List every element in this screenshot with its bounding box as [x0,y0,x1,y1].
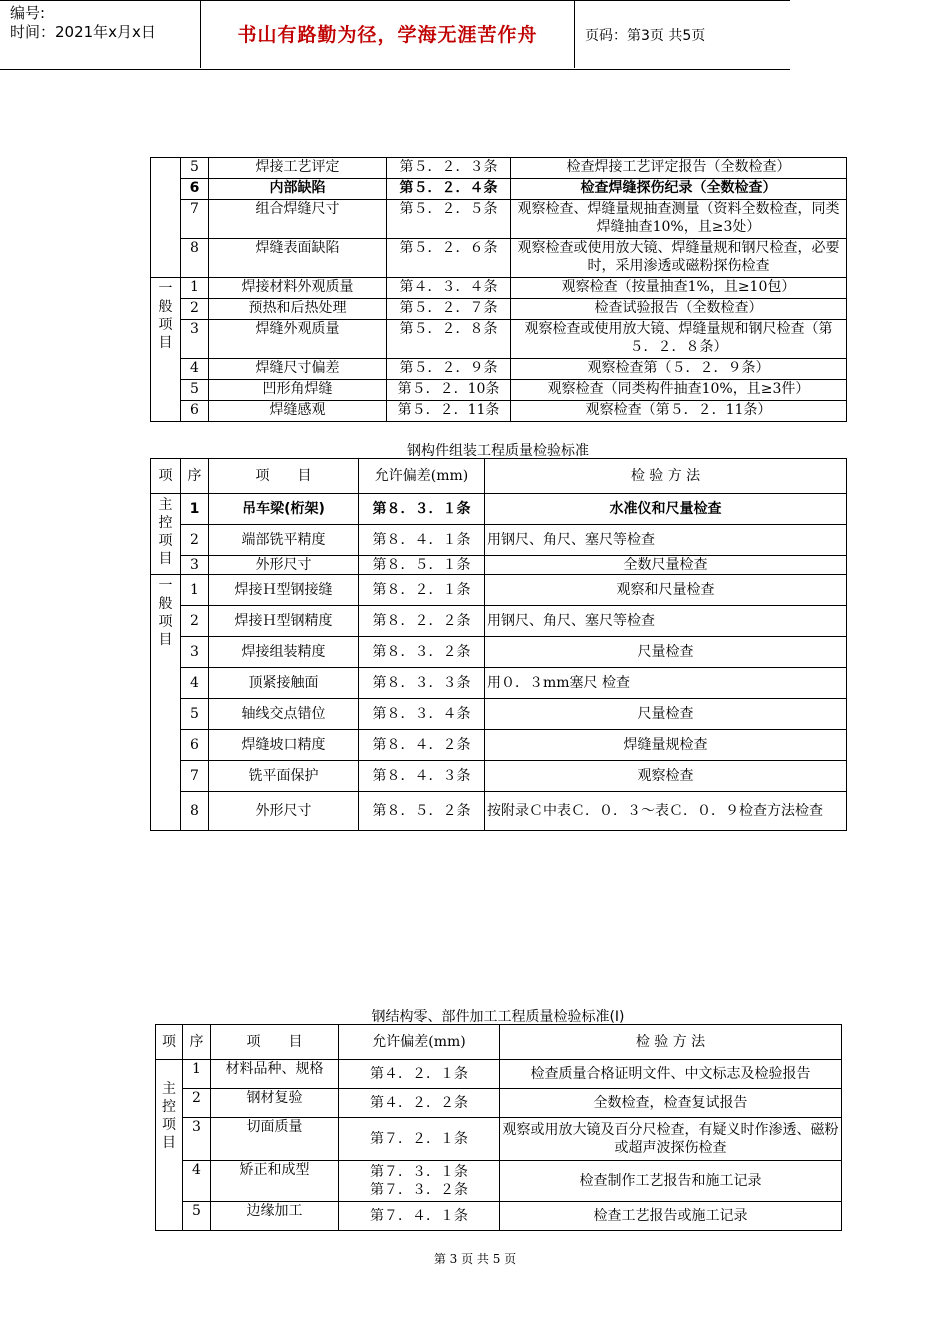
category-cell: 主控项目 [156,1060,183,1231]
row-seq: 3 [181,320,209,359]
row-tolerance: 第８．２．１条 [359,575,485,606]
row-seq: 5 [181,158,209,179]
row-item: 焊缝感观 [209,401,387,422]
table-header-row [156,1025,842,1060]
table-row [151,637,847,668]
row-item: 焊接材料外观质量 [209,278,387,299]
row-item: 轴线交点错位 [209,699,359,730]
row-method: 观察检查或使用放大镜、焊缝量规和钢尺检查（第５．２．８条） [511,320,847,359]
row-item: 焊接工艺评定 [209,158,387,179]
row-tolerance: 第５．２．10条 [387,380,511,401]
category-cell: 主控项目 [151,494,181,575]
table-row [151,792,847,831]
row-seq: 2 [181,606,209,637]
row-method: 观察和尺量检查 [485,575,847,606]
page-number: 页码：第3页 共5页 [585,28,706,44]
table-row [151,278,847,299]
row-seq: 2 [181,299,209,320]
row-tolerance: 第４．３．４条 [387,278,511,299]
table-row [151,239,847,278]
row-item: 外形尺寸 [209,792,359,831]
row-seq: 2 [183,1089,211,1118]
row-tolerance: 第８．４．３条 [359,761,485,792]
row-tolerance: 第８．３．２条 [359,637,485,668]
table-row [151,761,847,792]
row-method: 用钢尺、角尺、塞尺等检查 [485,606,847,637]
row-item: 端部铣平精度 [209,525,359,556]
row-item: 材料品种、规格 [211,1060,339,1089]
row-seq: 4 [181,668,209,699]
row-item: 预热和后热处理 [209,299,387,320]
row-seq: 2 [181,525,209,556]
row-method: 观察或用放大镜及百分尺检查，有疑义时作渗透、磁粉或超声波探伤检查 [500,1118,842,1161]
header-item: 项 目 [211,1025,339,1060]
row-tolerance: 第８．４．２条 [359,730,485,761]
table-row [151,494,847,525]
table-row [151,575,847,606]
row-seq: 1 [181,278,209,299]
row-seq: 8 [181,239,209,278]
row-seq: 3 [183,1118,211,1161]
row-seq: 3 [181,556,209,575]
category-cell: 一般项目 [151,575,181,831]
table-row [151,730,847,761]
row-method: 检查焊缝探伤纪录（全数检查） [511,179,847,200]
row-item: 焊接Ｈ型钢精度 [209,606,359,637]
table-header-row [151,459,847,494]
row-tolerance: 第８．３．４条 [359,699,485,730]
row-tolerance: 第４．２．１条 [339,1060,500,1089]
row-method: 尺量检查 [485,699,847,730]
table-row [151,699,847,730]
table-row [151,380,847,401]
row-tolerance: 第７．２．１条 [339,1118,500,1161]
row-seq: 6 [181,179,209,200]
doc-number: 编号: [10,4,46,22]
row-seq: 3 [181,637,209,668]
row-tolerance: 第８．５．１条 [359,556,485,575]
row-item: 吊车梁(桁架) [209,494,359,525]
row-seq: 7 [181,200,209,239]
table-row [156,1089,842,1118]
slogan: 书山有路勤为径，学海无涯苦作舟 [237,24,538,46]
row-seq: 1 [181,575,209,606]
row-item: 钢材复验 [211,1089,339,1118]
row-item: 顶紧接触面 [209,668,359,699]
row-item: 矫正和成型 [211,1161,339,1202]
row-item: 焊缝尺寸偏差 [209,359,387,380]
row-seq: 8 [181,792,209,831]
table-row [151,359,847,380]
row-tolerance: 第５．２．９条 [387,359,511,380]
row-seq: 5 [181,699,209,730]
table-row [156,1202,842,1231]
table-row [151,299,847,320]
row-item: 焊缝表面缺陷 [209,239,387,278]
table-row [151,179,847,200]
table3-caption: 钢结构零、部件加工工程质量检验标准(Ⅰ) [371,1009,625,1025]
parts-processing-inspection-table [155,1024,842,1231]
row-tolerance: 第７．４．１条 [339,1202,500,1231]
table-row [156,1161,842,1202]
row-item: 组合焊缝尺寸 [209,200,387,239]
row-method: 检查工艺报告或施工记录 [500,1202,842,1231]
row-seq: 4 [181,359,209,380]
row-method: 观察检查或使用放大镜、焊缝量规和钢尺检查，必要时，采用渗透或磁粉探伤检查 [511,239,847,278]
row-method: 按附录Ｃ中表Ｃ．０．３～表Ｃ．０．９检查方法检查 [485,792,847,831]
table-row [151,320,847,359]
row-tolerance: 第５．２．８条 [387,320,511,359]
weld-inspection-table [150,157,847,422]
row-seq: 1 [181,494,209,525]
row-item: 外形尺寸 [209,556,359,575]
row-tolerance: 第８．４．１条 [359,525,485,556]
table-row [151,556,847,575]
row-tolerance: 第５．２．３条 [387,158,511,179]
header-category: 项 [156,1025,183,1060]
divider [574,0,575,68]
row-item: 焊接组装精度 [209,637,359,668]
category-cell: 一般项目 [151,278,181,422]
header-category: 项 [151,459,181,494]
row-method: 全数尺量检查 [485,556,847,575]
row-method: 检查质量合格证明文件、中文标志及检验报告 [500,1060,842,1089]
row-method: 观察检查（第５．２．11条） [511,401,847,422]
table-row [151,401,847,422]
row-item: 边缘加工 [211,1202,339,1231]
row-method: 用０．３mm塞尺 检查 [485,668,847,699]
header-tolerance: 允许偏差(mm) [339,1025,500,1060]
row-seq: 7 [181,761,209,792]
table-row [151,200,847,239]
category-cell [151,158,181,278]
row-tolerance: 第５．２．６条 [387,239,511,278]
header-method: 检 验 方 法 [500,1025,842,1060]
row-tolerance: 第８．２．２条 [359,606,485,637]
row-method: 观察检查（按量抽查1%，且≥10包） [511,278,847,299]
row-item: 凹形角焊缝 [209,380,387,401]
row-seq: 6 [181,401,209,422]
page-header [0,0,790,70]
row-method: 用钢尺、角尺、塞尺等检查 [485,525,847,556]
row-tolerance: 第７．３．１条 第７．３．２条 [339,1161,500,1202]
row-method: 观察检查（同类构件抽查10%，且≥3件） [511,380,847,401]
table-row [151,606,847,637]
row-seq: 5 [183,1202,211,1231]
row-method: 焊缝量规检查 [485,730,847,761]
row-seq: 4 [183,1161,211,1202]
row-method: 检查焊接工艺评定报告（全数检查） [511,158,847,179]
table-row [151,158,847,179]
assembly-inspection-table [150,458,847,831]
header-seq: 序 [181,459,209,494]
table-row [151,525,847,556]
table-row [156,1060,842,1089]
row-item: 铣平面保护 [209,761,359,792]
row-tolerance: 第５．２．５条 [387,200,511,239]
row-tolerance: 第８．３．１条 [359,494,485,525]
row-method: 观察检查、焊缝量规抽查测量（资料全数检查，同类焊缝抽查10%，且≥3处） [511,200,847,239]
row-item: 内部缺陷 [209,179,387,200]
doc-meta [10,4,156,42]
row-tolerance: 第４．２．２条 [339,1089,500,1118]
table-row [151,668,847,699]
header-tolerance: 允许偏差(mm) [359,459,485,494]
row-seq: 5 [181,380,209,401]
row-seq: 1 [183,1060,211,1089]
row-item: 切面质量 [211,1118,339,1161]
row-tolerance: 第５．２．４条 [387,179,511,200]
row-method: 检查试验报告（全数检查） [511,299,847,320]
header-item: 项 目 [209,459,359,494]
row-method: 水准仪和尺量检查 [485,494,847,525]
table-row [156,1118,842,1161]
row-seq: 6 [181,730,209,761]
header-seq: 序 [183,1025,211,1060]
row-tolerance: 第８．３．３条 [359,668,485,699]
row-method: 观察检查 [485,761,847,792]
row-item: 焊缝坡口精度 [209,730,359,761]
row-method: 全数检查，检查复试报告 [500,1089,842,1118]
row-method: 尺量检查 [485,637,847,668]
row-item: 焊接Ｈ型钢接缝 [209,575,359,606]
row-method: 观察检查第（５．２．９条） [511,359,847,380]
row-tolerance: 第５．２．11条 [387,401,511,422]
row-tolerance: 第５．２．７条 [387,299,511,320]
header-method: 检 验 方 法 [485,459,847,494]
page-footer: 第 3 页 共 5 页 [433,1252,517,1266]
row-item: 焊缝外观质量 [209,320,387,359]
row-method: 检查制作工艺报告和施工记录 [500,1161,842,1202]
doc-date: 时间：2021年x月x日 [10,23,156,41]
row-tolerance: 第８．５．２条 [359,792,485,831]
table2-caption: 钢构件组装工程质量检验标准 [407,443,589,459]
